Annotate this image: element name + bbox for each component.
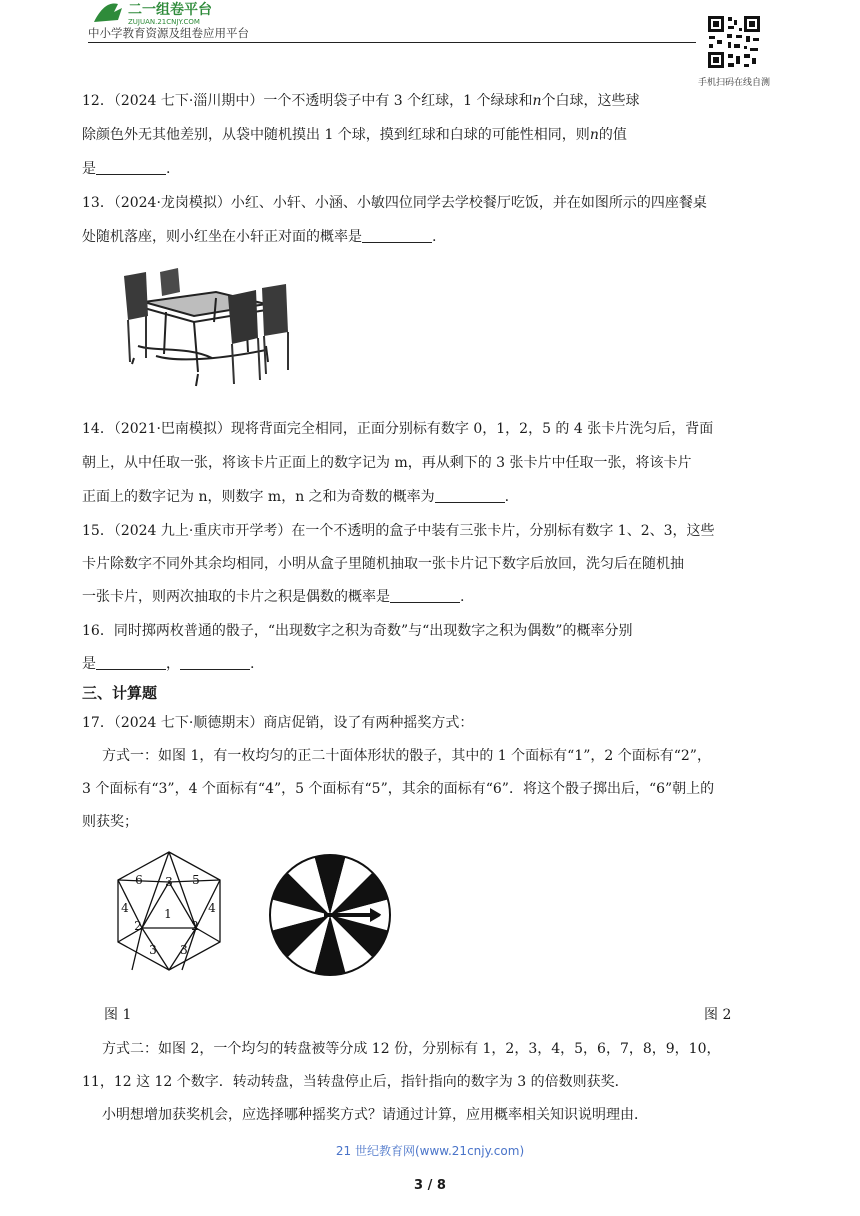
face-label: 5 — [192, 873, 200, 887]
q17-line-4: 则获奖； — [82, 814, 138, 830]
spinner-label: 2 — [346, 871, 358, 889]
q17-line-3: 3 个面标有“3”，4 个面标有“4”，5 个面标有“5”，其余的面标有“6”．将这个骰子掷出后，“6”朝上的 — [82, 781, 715, 797]
site-logo — [88, 0, 278, 26]
q15-period: . — [460, 589, 465, 605]
face-label: 3 — [180, 943, 188, 957]
q14-line-2: 朝上，从中任取一张，将该卡片正面上的数字记为 m，再从剩下的 3 张卡片中任取一张，将该卡片 — [82, 455, 692, 471]
face-label: 2 — [134, 919, 142, 933]
q12-answer-blank[interactable] — [96, 160, 166, 175]
page-number: 3 / 8 — [414, 1178, 446, 1193]
figure-2-label: 图 2 — [704, 1007, 732, 1023]
q13-line-2 — [82, 226, 436, 246]
q16-line-2 — [82, 653, 254, 673]
spinner-figure — [262, 852, 398, 978]
q12-text-1b: 个白球，这些球 — [541, 93, 640, 109]
q14-line-3 — [82, 486, 509, 506]
spinner-label: 8 — [300, 950, 312, 968]
q13-answer-blank[interactable] — [362, 228, 432, 243]
section-title: 三、计算题 — [82, 684, 158, 702]
header-divider — [88, 42, 696, 43]
q15-line-2: 卡片除数字不同外其余均相同，小明从盒子里随机抽取一张卡片记下数字后放回，洗匀后在随机抽 — [82, 556, 684, 572]
q14-period: . — [504, 489, 510, 505]
q12-text-1: 12．（2024 七下·淄川期中）一个不透明袋子中有 3 个红球，1 个绿球和 — [82, 93, 533, 109]
face-label: 4 — [121, 901, 129, 915]
q13-text-2: 处随机落座，则小红坐在小轩正对面的概率是 — [82, 229, 362, 245]
q16-period: . — [250, 656, 255, 672]
q16-separator: ， — [166, 656, 180, 672]
q17-line-5: 方式二：如图 2，一个均匀的转盘被等分成 12 份，分别标有 1，2，3，4，5，6，7，8，9，10， — [102, 1041, 721, 1057]
icosahedron-figure — [112, 850, 226, 972]
q12-line-1 — [82, 90, 640, 110]
q12-line-3 — [82, 158, 170, 178]
qr-code-icon[interactable] — [706, 14, 762, 70]
q16-text-2: 是 — [82, 656, 96, 672]
face-label: 6 — [135, 873, 143, 887]
q13-period: . — [432, 229, 437, 245]
q12-variable: n — [532, 93, 542, 109]
q14-line-1: 14．（2021·巴南模拟）现将背面完全相同，正面分别标有数字 0，1，2，5 的 4 张卡片洗匀后，背面 — [82, 421, 714, 437]
q17-line-6: 11，12 这 12 个数字．转动转盘，当转盘停止后，指针指向的数字为 3 的倍数则获奖． — [82, 1074, 629, 1090]
q12-variable-2: n — [589, 127, 599, 143]
qr-caption: 手机扫码在线自测 — [698, 78, 771, 88]
face-label: 3 — [165, 875, 173, 889]
q15-line-1: 15．（2024 九上·重庆市开学考）在一个不透明的盒子中装有三张卡片，分别标有数字 1、2、3，这些 — [82, 523, 715, 539]
spinner-label: 6 — [346, 951, 358, 969]
dining-table-image — [116, 262, 294, 392]
face-label: 2 — [191, 919, 199, 933]
face-label: 1 — [164, 907, 172, 921]
q12-period: . — [166, 161, 171, 177]
q15-text-3: 一张卡片，则两次抽取的卡片之积是偶数的概率是 — [82, 589, 390, 605]
header-subtitle: 中小学教育资源及组卷应用平台 — [88, 26, 249, 40]
q12-text-2: 除颜色外无其他差别，从袋中随机摸出 1 个球，摸到红球和白球的可能性相同，则 — [82, 127, 590, 143]
q15-answer-blank[interactable] — [390, 588, 460, 603]
face-label: 4 — [208, 901, 216, 915]
q16-line-1: 16．同时掷两枚普通的骰子，“出现数字之积为奇数”与“出现数字之积为偶数”的概率分别 — [82, 623, 633, 639]
q14-text-3: 正面上的数字记为 n，则数字 m，n 之和为奇数的概率为 — [82, 489, 435, 505]
q12-line-2 — [82, 124, 627, 144]
q17-line-7: 小明想增加获奖机会，应选择哪种摇奖方式？请通过计算，应用概率相关知识说明理由． — [102, 1107, 648, 1123]
footer-link[interactable]: 21 世纪教育网(www.21cnjy.com) — [335, 1144, 525, 1158]
spinner-label: 10 — [269, 907, 291, 925]
figure-1-label: 图 1 — [104, 1007, 132, 1023]
logo-title: 二一组卷平台 — [128, 2, 212, 18]
q14-answer-blank[interactable] — [435, 488, 505, 503]
logo-domain: ZUJUAN.21CNJY.COM — [128, 18, 200, 26]
face-label: 3 — [149, 943, 157, 957]
spinner-label: 12 — [299, 873, 321, 891]
q13-line-1: 13．（2024·龙岗模拟）小红、小轩、小涵、小敏四位同学去学校餐厅吃饭，并在如图所示的四座餐桌 — [82, 195, 707, 211]
q12-text-2b: 的值 — [598, 127, 627, 143]
q17-line-1: 17．（2024 七下·顺德期末）商店促销，设了有两种摇奖方式： — [82, 715, 474, 731]
q15-line-3 — [82, 586, 464, 606]
q17-line-2: 方式一：如图 1，有一枚均匀的正二十面体形状的骰子，其中的 1 个面标有“1”，2 个面标有“2”， — [102, 748, 711, 764]
q16-answer-blank-2[interactable] — [180, 655, 250, 670]
q12-text-3: 是 — [82, 161, 96, 177]
q16-answer-blank-1[interactable] — [96, 655, 166, 670]
spinner-label: 4 — [378, 907, 390, 925]
